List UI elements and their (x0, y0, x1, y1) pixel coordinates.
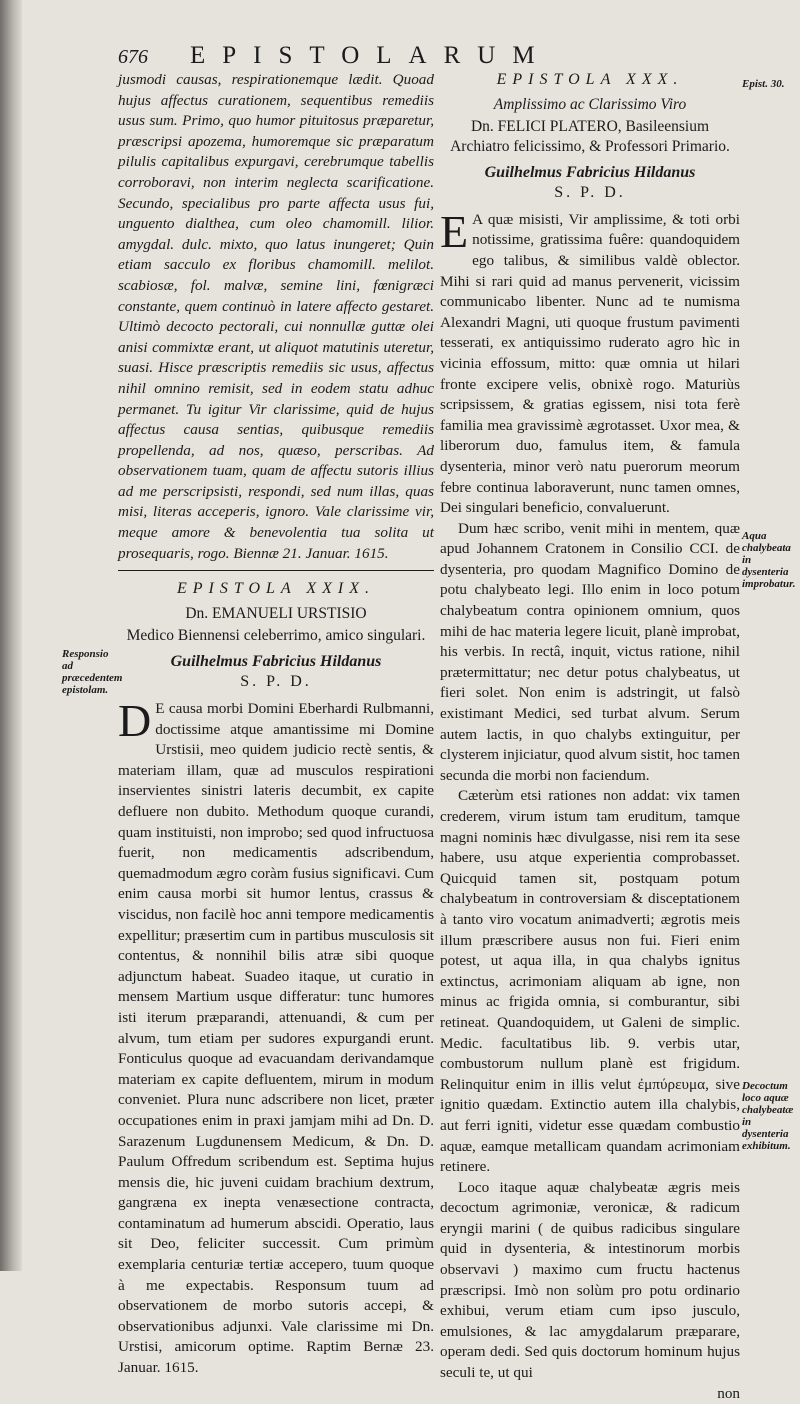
epistle-29-body (118, 695, 434, 1379)
epistle-30-para-1-text: A quæ misisti, Vir amplissime, & toti orbi notissime, gratissima fuêre: quandoquidem ego talibus, & similibus valdè oblector. Mihi si rari quid ad manus pervenerit, vicissim communicabo libenter. Nunc ad te numisma Alexandri Magni, uti quoque frustum pavimenti tesserati, ex antiquissimo ruderato agro hìc in vicinia effossum, mitto: quæ omnia ut hilari fronte excipere velis, obnixè rogo. Maturiùs scripsissem, & gratias egissem, nisi tota ferè familia mea gravissimè ægrotasset. Uxor mea, & liberorum duo, famulus item, & famula dysenteria, minor verò natu puerorum meorum febre continua laboraverunt, nunc tamen omnes, Dei singulari beneficio, convaluerunt. (440, 210, 740, 517)
epistle-29-body-text: E causa morbi Domini Eberhardi Rulbmanni, doctissime atque amantissime mi Domine Urstisii, meo quidem judicio rectè sentis, & materiam illam, quæ ad musculos respirationi inservientes sinistri lateris decumbit, ex capite defluere non dubito. Methodum quoque curandi, quam instituisti, non improbo; sed quod infructuosa fuerit, non medicamentis adscribendum, quemadmodum ægro coràm fusius significavi. Cum enim causa morbi sit humor lentus, crassus & viscidus, non facilè hoc anni tempore medicamentis expellitur; præsertim cum in partibus musculosis sit contentus, & nonnihil bilis atræ sibi quoque adjunctum habeat. Suadeo itaque, ut curatio in mensem Martium usque differatur: tunc humores isti iterum præparandi, attenuandi, & cum per alvum, tum etiam per sudores expurgandi erunt. Fonticulus quoque ad evacuandam derivandamque materiam ex capite defluentem, mirum in modum conveniet. Plura nunc adscribere non licet, præter occupationes enim in praxi jamjam mihi ad Dn. D. Sarazenum Lugdunensem Medicum, & Dn. D. Paulum Offredum scribendum est. Septima hujus mensis die, hic juveni cuidam brachium dextrum, gangræna ex inepta venæsectione contracta, contaminatum ad humerum abscidi. Operatio, laus sit Deo, feliciter successit. Cum primùm exemplaria centuriæ tertiæ accepero, tuum quoque à me expectabis. Responsum tuum ad observationem de morbo sutoris accepi, & observationibus adjunxi. Vale clarissime mi Dn. Urstisi, amicorum optime. Raptim Bernæ 23. Januar. 1615. (118, 700, 434, 1377)
epistle-30-heading: EPISTOLA XXX. (496, 71, 684, 88)
epistle-30-addressee-intro: Amplissimo ac Clarissimo Viro (493, 95, 687, 113)
epistle-30-para-1 (440, 205, 740, 519)
epistle-30-sender: Guilhelmus Fabricius Hildanus (484, 163, 696, 181)
margin-note-decoctum: Decoctum loco aquæ chalybeatæ in dysenteria exhibitum. (742, 1080, 794, 1152)
epistle-29-addressee-name: Dn. EMANUELI URSTISIO (185, 604, 367, 622)
epistle-30-para-3: Cæterùm etsi rationes non addat: vix tamen crederem, virum istum tam eruditum, tamque magni nominis hæc divulgasse, nisi rem ita sese habere, usu atque experientia comprobasset. Quicquid tamen sit, postquam potum chalybeatum in controversiam & disceptationem à tanto viro vocatum animadverti; ægrotis meis illum præscribere ausus non fui. Fieri enim potest, ut aqua illa, in qua chalybs ignitus extinctus, acrimoniam aliquam ab igne, non minus ac frigida omnia, si comburantur, sibi retineat. Quandoquidem, ut Galeni de simplic. Medic. facultatibus lib. 9. verbis utar, combustorum nullum planè est frigidum. Relinquitur enim in illis velut ἐμπύρευμα, sive ignitio quædam. Extinctio autem illa chalybis, aut ferri igniti, videtur esse quædam combustio aquæ, eamque metallicam quandam acrimoniam retinere. (440, 787, 740, 1176)
margin-note-aqua-chalybeata: Aqua chalybeata in dysenteria improbatur. (742, 530, 796, 590)
epistle-28-continuation: jusmodi causas, respirationemque lædit. Quoad hujus affectus curationem, sequentibus remediis usus sum. Primo, quo humor pituitosus præparetur, præscripsi apozema, humoremque sic præparatum pilulis capitalibus expurgavi, cerebrumque tabellis corroboravi, non interim neglecta scarificatione. Secundo, specialibus pro parte affecta usus fui, unguento dialthea, cum oleo chamomill. lilior. amygdal. dulc. mixto, quo latus inungeret; Quin etiam sacculo ex floribus chamomill. melilot. scabiosæ, fol. malvæ, semine lini, fœnigræci constante, quem continuò in latere affecto gestaret. Ultimò decocto pectorali, cui nonnullæ guttæ olei anisi commixtæ erant, ut aliquot matutinis uteretur, suasi. Hisce præscriptis remediis sic usus, affectus nihil omnino remisit, sed in eodem statu adhuc permanet. Tu igitur Vir clarissime, quid de hujus affectus causa sentias, quibusque remediis propellenda, ad nos, quæso, perscribas. Ad observationem tuam, quam de affectu sutoris illius ad me perscripsisti, respondi, sed num illas, quas misi, literas acceperis, ignoro. Vale clarissime vir, meque amore & benevolentia tua solita ut prosequaris, rogo. Biennæ 21. Januar. 1615. (118, 71, 434, 562)
epistle-30-para-2: Dum hæc scribo, venit mihi in mentem, quæ apud Johannem Cratonem in Consilio CCI. de dysenteria, pro quodam Magnifico Domino de potu chalybeato legi. Illo enim in loco potum chalybeatum contra opinionem omnium, quos mihi de hac materia legere licuit, planè improbat, his verbis. In rectâ, inquit, victus ratione, nihil prætermittatur; nec detur potus chalybeatus, ut fieri solet. Non enim is adstringit, ut falsò existimant Medici, sed turbat alvum. Serum autem lactis, in quo chalybs extinguitur, per clysterem injiciatur, quod alvum sistit, hoc tamen secunda die morbi non faciendum. (440, 519, 740, 784)
epistle-30-salutation: S. P. D. (554, 184, 626, 202)
epistle-30-addressee-name: Dn. FELICI PLATERO, Basileensium Archiatro felicissimo, & Professori Primario. (450, 117, 730, 155)
dropcap-e: E (440, 205, 469, 257)
margin-note-responsio: Responsio ad præcedentem epistolam. (62, 648, 123, 696)
right-column (440, 70, 740, 1404)
epistle-29-addressee-title: Medico Biennensi celeberrimo, amico singulari. (126, 626, 426, 644)
epistle-30-para-4: Loco itaque aquæ chalybeatæ ægris meis decoctum agrimoniæ, veronicæ, & radicum eryngii marini ( de quibus radicibus singulare quid in dysenteria, & intestinorum morbis observavi ) maximo cum fructu hactenus præscripsi. Imò non solùm pro potu ordinario exhibui, verum etiam cum ipso jusculo, emulsiones, & lac amygdalarum præparare, operam dedi. Sed quis doctorum hominum hujus seculi te, ut qui (440, 1178, 740, 1382)
page-edge-shadow (0, 0, 22, 1271)
dropcap-d: D (118, 695, 152, 747)
epistle-29-heading: EPISTOLA XXIX. (176, 580, 376, 598)
left-column (118, 70, 434, 1379)
margin-head-epist-30: Epist. 30. (742, 78, 785, 90)
catchword: non (717, 1384, 740, 1402)
epistle-29-sender: Guilhelmus Fabricius Hildanus (170, 652, 382, 670)
running-title: EPISTOLARUM (190, 42, 552, 69)
section-rule (118, 570, 434, 571)
page-number: 676 (118, 46, 148, 68)
epistle-29-salutation: S. P. D. (240, 673, 312, 691)
